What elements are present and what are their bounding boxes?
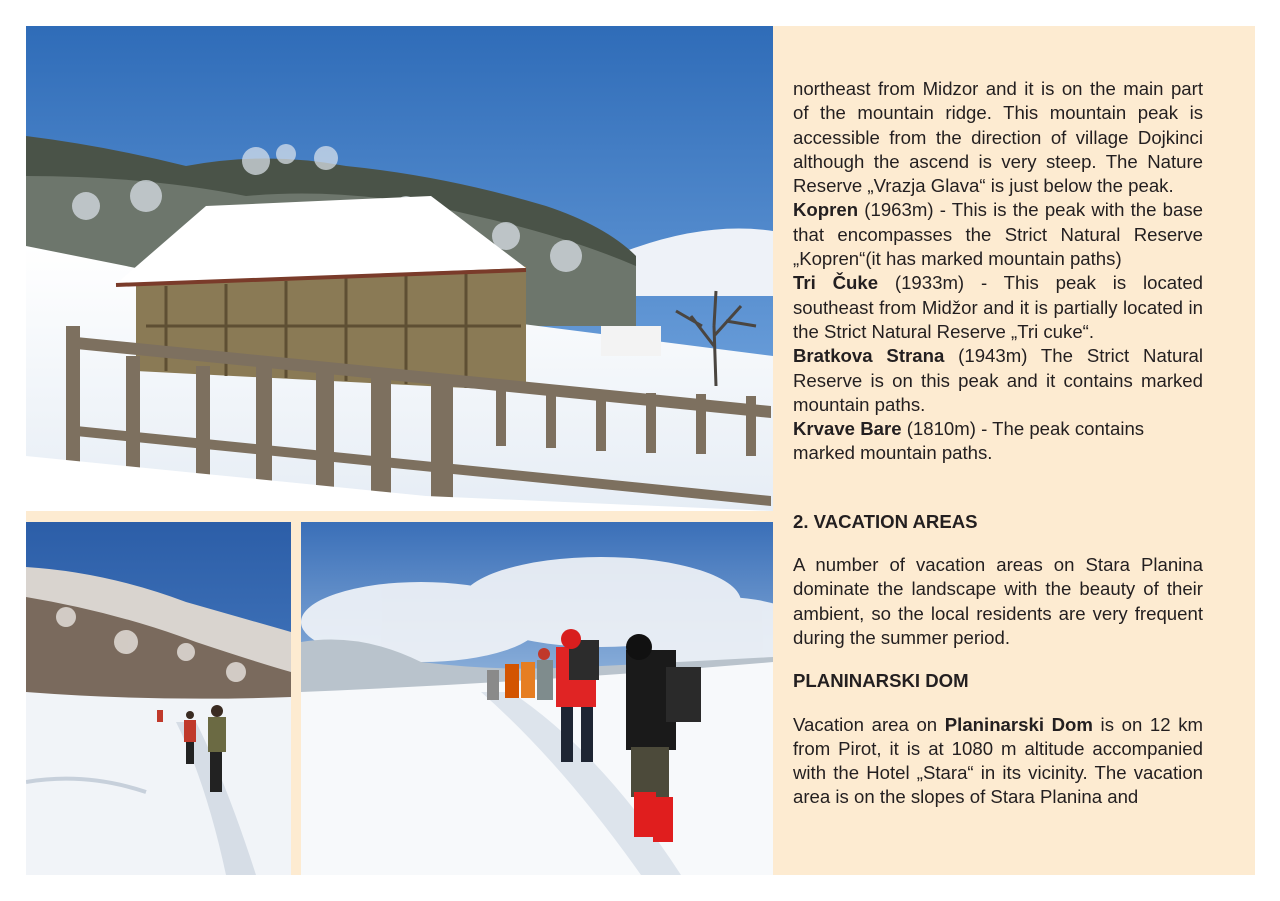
peak-description: (1963m) - This is the peak with the base that encompasses the Strict Natural Reserve „Kopren“(it has marked mountain paths)	[793, 199, 1203, 270]
peak-description: (1810m) - The peak contains marked mountain paths.	[793, 418, 1145, 464]
vacation-areas-paragraph: A number of vacation areas on Stara Planina dominate the landscape with the beauty of their ambient, so the local residents are very frequent during the summer period.	[793, 554, 1203, 648]
peak-description: (1933m) - This peak is located southeast from Midžor and it is partially located in the Strict Natural Reserve „Tri cuke“.	[793, 272, 1203, 342]
peak-bratkova-strana	[793, 344, 1203, 417]
peak-name: Krvave Bare	[793, 418, 902, 440]
barn-photo	[26, 26, 773, 511]
peak-description: (1943m) The Strict Natural Reserve is on this peak and it contains marked mountain paths.	[793, 345, 1203, 415]
peak-name: Tri Čuke	[793, 272, 879, 294]
planinarski-dom-paragraph: Vacation area on Planinarski Dom is on 12 km from Pirot, it is at 1080 m altitude accompanied with the Hotel „Stara“ in its vicinity. The vacation area is on the slopes of Stara Planina and	[793, 713, 1204, 808]
planinarski-dom-name: Planinarski Dom	[944, 713, 1093, 735]
page-background	[26, 26, 1255, 875]
text-column	[793, 77, 1203, 810]
section-heading-vacation-areas: 2. VACATION AREAS	[793, 510, 978, 532]
peak-kopren	[793, 198, 1203, 271]
peak-name: Kopren	[793, 199, 859, 221]
group-hikers-photo	[301, 522, 773, 875]
intro-paragraph: northeast from Midzor and it is on the main part of the mountain ridge. This mountain peak is accessible from the direction of village Dojkinci although the ascend is very steep. The Nature Reserve „Vrazja Glava“ is just below the peak.	[793, 78, 1203, 197]
peak-name: Bratkova Strana	[793, 345, 945, 367]
valley-hikers-photo	[26, 522, 291, 875]
peak-tri-cuke	[793, 271, 1203, 344]
subheading-planinarski-dom: PLANINARSKI DOM	[793, 670, 969, 692]
peak-krvave-bare	[793, 417, 1203, 466]
